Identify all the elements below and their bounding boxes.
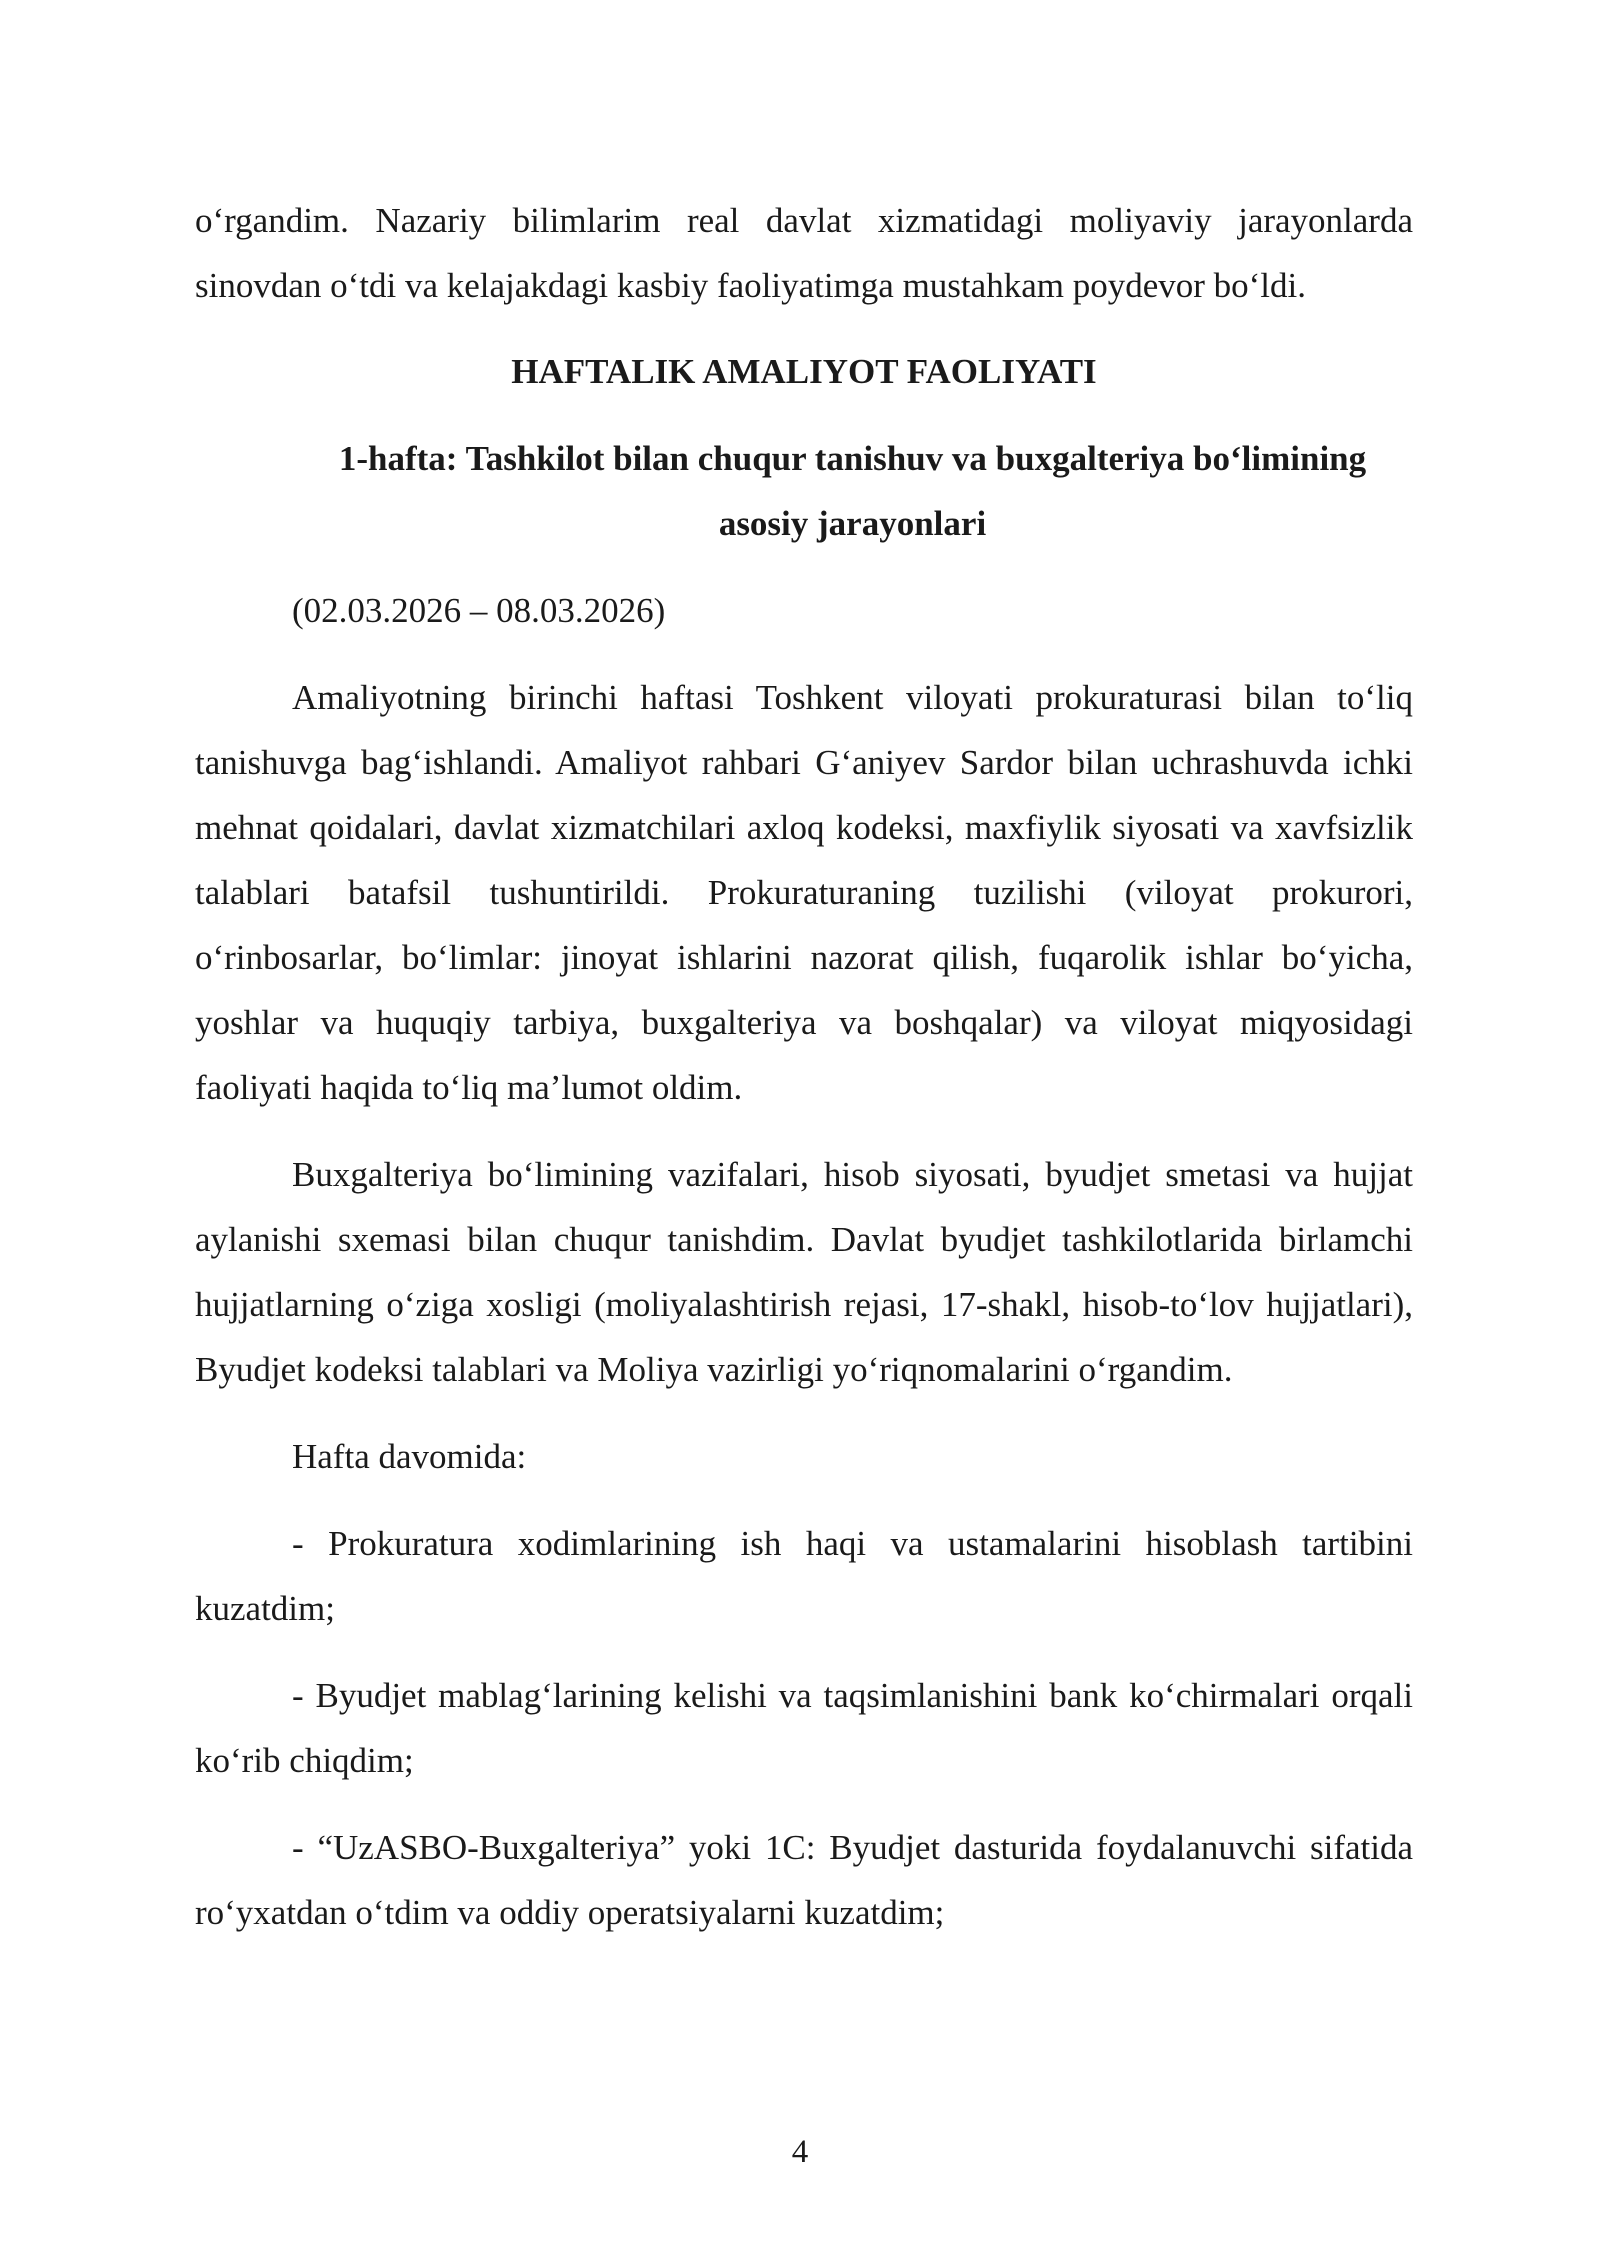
list-item: - Prokuratura xodimlarining ish haqi va ustamalarini hisoblash tartibini kuzatdim; — [195, 1524, 1413, 1628]
section-title: HAFTALIK AMALIYOT FAOLIYATI — [511, 352, 1097, 391]
list-item: - Byudjet mablag‘larining kelishi va taqsimlanishini bank ko‘chirmalari orqali ko‘rib chiqdim; — [195, 1676, 1413, 1780]
intro-paragraph: o‘rgandim. Nazariy bilimlarim real davlat xizmatidagi moliyaviy jarayonlarda sinovdan o‘tdi va kelajakdagi kasbiy faoliyatimga mustahkam poydevor bo‘ldi. — [195, 201, 1413, 305]
page-number: 4 — [791, 2134, 809, 2170]
week-dates: (02.03.2026 – 08.03.2026) — [292, 591, 666, 630]
body-paragraph: Buxgalteriya bo‘limining vazifalari, hisob siyosati, byudjet smetasi va hujjat aylanishi sxemasi bilan chuqur tanishdim. Davlat byudjet tashkilotlarida birlamchi hujjatlarning o‘ziga xosligi (moliyalashtirish rejasi, 17-shakl, hisob-to‘lov hujjatlari), Byudjet kodeksi talablari va Moliya vazirligi yo‘riqnomalarini o‘rgandim. — [195, 1155, 1413, 1389]
document-page — [195, 188, 1413, 1945]
list-item: - “UzASBO-Buxgalteriya” yoki 1C: Byudjet dasturida foydalanuvchi sifatida ro‘yxatdan o‘tdim va oddiy operatsiyalarni kuzatdim; — [195, 1828, 1413, 1932]
week-title: 1-hafta: Tashkilot bilan chuqur tanishuv va buxgalteriya bo‘limining asosiy jarayonlari — [338, 439, 1367, 543]
body-paragraph: Amaliyotning birinchi haftasi Toshkent viloyati prokuraturasi bilan to‘liq tanishuvga bag‘ishlandi. Amaliyot rahbari G‘aniyev Sardor bilan uchrashuvda ichki mehnat qoidalari, davlat xizmatchilari axloq kodeksi, maxfiylik siyosati va xavfsizlik talablari batafsil tushuntirildi. Prokuraturaning tuzilishi (viloyat prokurori, o‘rinbosarlar, bo‘limlar: jinoyat ishlarini nazorat qilish, fuqarolik ishlar bo‘yicha, yoshlar va huquqiy tarbiya, buxgalteriya va boshqalar) va viloyat miqyosidagi faoliyati haqida to‘liq ma’lumot oldim. — [195, 678, 1413, 1107]
list-intro: Hafta davomida: — [292, 1437, 527, 1476]
